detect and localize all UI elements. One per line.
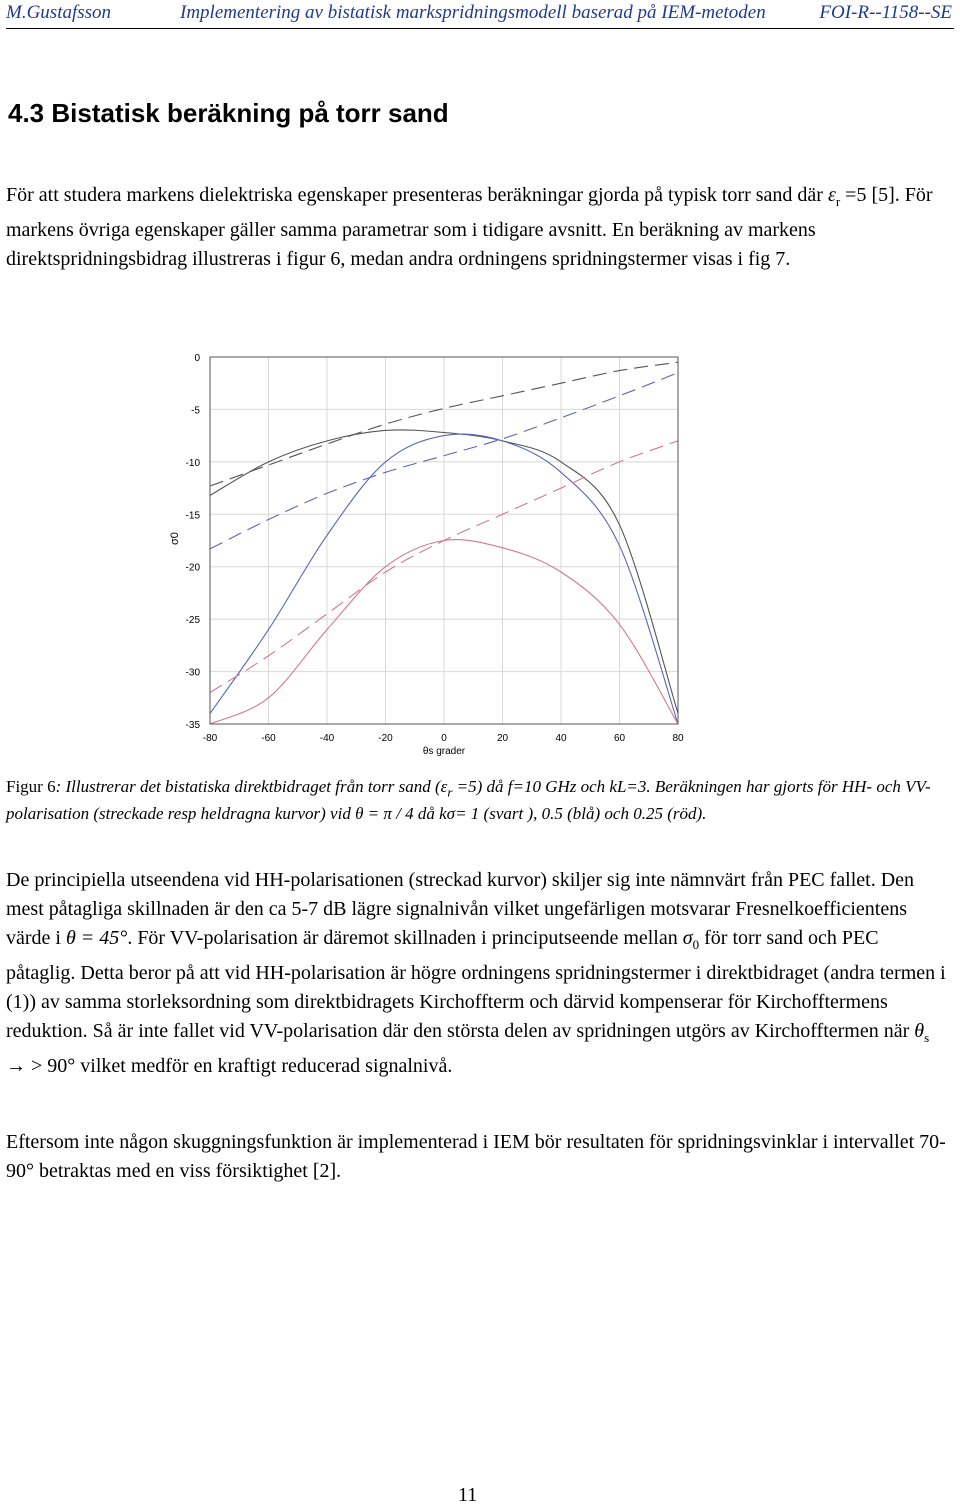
caption-epsilon: ε: [440, 777, 448, 796]
caption-math: θ = π / 4: [355, 804, 414, 824]
y-tick-label: -35: [185, 720, 200, 731]
x-axis-label: θs grader: [422, 746, 466, 757]
sigma-symbol: σ: [682, 927, 693, 949]
y-tick-label: 0: [194, 353, 200, 364]
epsilon-symbol: ε: [827, 184, 836, 206]
x-tick-label: 80: [672, 733, 684, 744]
discussion-text-b: . För VV-polarisation är däremot skillnaden i principutseende mellan: [127, 927, 678, 949]
paragraph-intro-text-a: För att studera markens dielektriska egenskaper presenteras beräkningar gjorda på typisk torr sand där: [6, 184, 823, 206]
section-title: 4.3 Bistatisk beräkning på torr sand: [8, 98, 449, 128]
paragraph-discussion: [6, 866, 950, 1081]
x-tick-labels: [203, 733, 684, 744]
paragraph-intro: [6, 181, 950, 274]
epsilon-subscript: r: [835, 194, 841, 209]
sigma-subscript: 0: [692, 937, 700, 952]
caption-text-c: då kσ= 1 (svart ), 0.5 (blå) och 0.25 (röd).: [417, 804, 707, 824]
x-tick-label: -80: [202, 733, 218, 744]
y-tick-label: -15: [185, 510, 200, 522]
figure-6-chart: [160, 345, 700, 765]
x-tick-label: 40: [555, 733, 567, 744]
paragraph-intro-text-b: =5 [5]. För markens övriga egenskaper gäller samma parametrar som i tidigare avsnitt. En beräkning av markens direktspridningsbidrag illustreras i figur 6, medan andra ordningens spridningstermer visas i fig 7.: [6, 184, 933, 270]
y-axis-label: σ0: [169, 532, 181, 545]
x-tick-label: 0: [441, 733, 447, 744]
y-tick-label: -30: [185, 667, 200, 679]
caption-text-b: =5) då f=10 GHz och kL=3. Beräkningen har gjorts för HH- och VV-polarisation (streckade resp heldragna kurvor) vid: [6, 777, 931, 824]
theta-subscript: s: [924, 1030, 930, 1045]
y-tick-label: -25: [185, 615, 200, 627]
page-number: 11: [458, 1484, 478, 1506]
theta-symbol: θ: [914, 1020, 925, 1042]
page-header: [6, 2, 954, 29]
discussion-text-a: De principiella utseendena vid HH-polarisationen (streckad kurvor) skiljer sig inte nämnvärt från PEC fallet. Den mest påtagliga skillnaden är den ca 5-7 dB lägre signalnivån vilket ungefärligen motsvarar Fresnelkoefficientens värde i: [6, 869, 915, 949]
discussion-text-c: för torr sand och PEC påtaglig. Detta beror på att vid HH-polarisation är högre ordningens spridningstermer i direktbidraget (andra termen i (1)) av samma storleksordning som direktbidragets Kirchoffterm och därvid kompenserar för Kirchofftermens reduktion. Så är inte fallet vid VV-polarisation där den största delen av spridningen utgörs av Kirchofftermen när: [6, 927, 946, 1042]
x-tick-label: 60: [613, 733, 626, 744]
x-tick-label: 20: [496, 733, 509, 744]
x-tick-label: -20: [378, 733, 393, 744]
header-author: M.Gustafsson: [6, 2, 112, 23]
caption-text-a: : Illustrerar det bistatiska direktbidraget från torr sand (: [55, 777, 441, 796]
caption-epsilon-subscript: r: [447, 784, 453, 800]
header-title: Implementering av bistatisk markspridningsmodell baserad på IEM-metoden: [180, 2, 766, 23]
theta-45-expression: θ = 45°: [65, 927, 128, 949]
theta-limit-expression: → > 90°: [6, 1055, 76, 1077]
figure-caption: [6, 776, 950, 825]
y-tick-label: -5: [191, 405, 200, 417]
y-tick-labels: [186, 353, 201, 731]
x-tick-label: -60: [261, 733, 276, 744]
discussion-text-d: vilket medför en kraftigt reducerad signalnivå.: [80, 1055, 453, 1077]
x-tick-label: -40: [319, 733, 335, 744]
paragraph-caveat: Eftersom inte någon skuggningsfunktion är implementerad i IEM bör resultaten för spridningsvinklar i intervallet 70-90° betraktas med en viss försiktighet [2].: [6, 1131, 946, 1182]
y-tick-label: -20: [185, 562, 200, 574]
header-report-number: FOI-R--1158--SE: [819, 2, 952, 23]
figure-label: Figur 6: [6, 777, 56, 796]
y-tick-label: -10: [185, 457, 200, 469]
